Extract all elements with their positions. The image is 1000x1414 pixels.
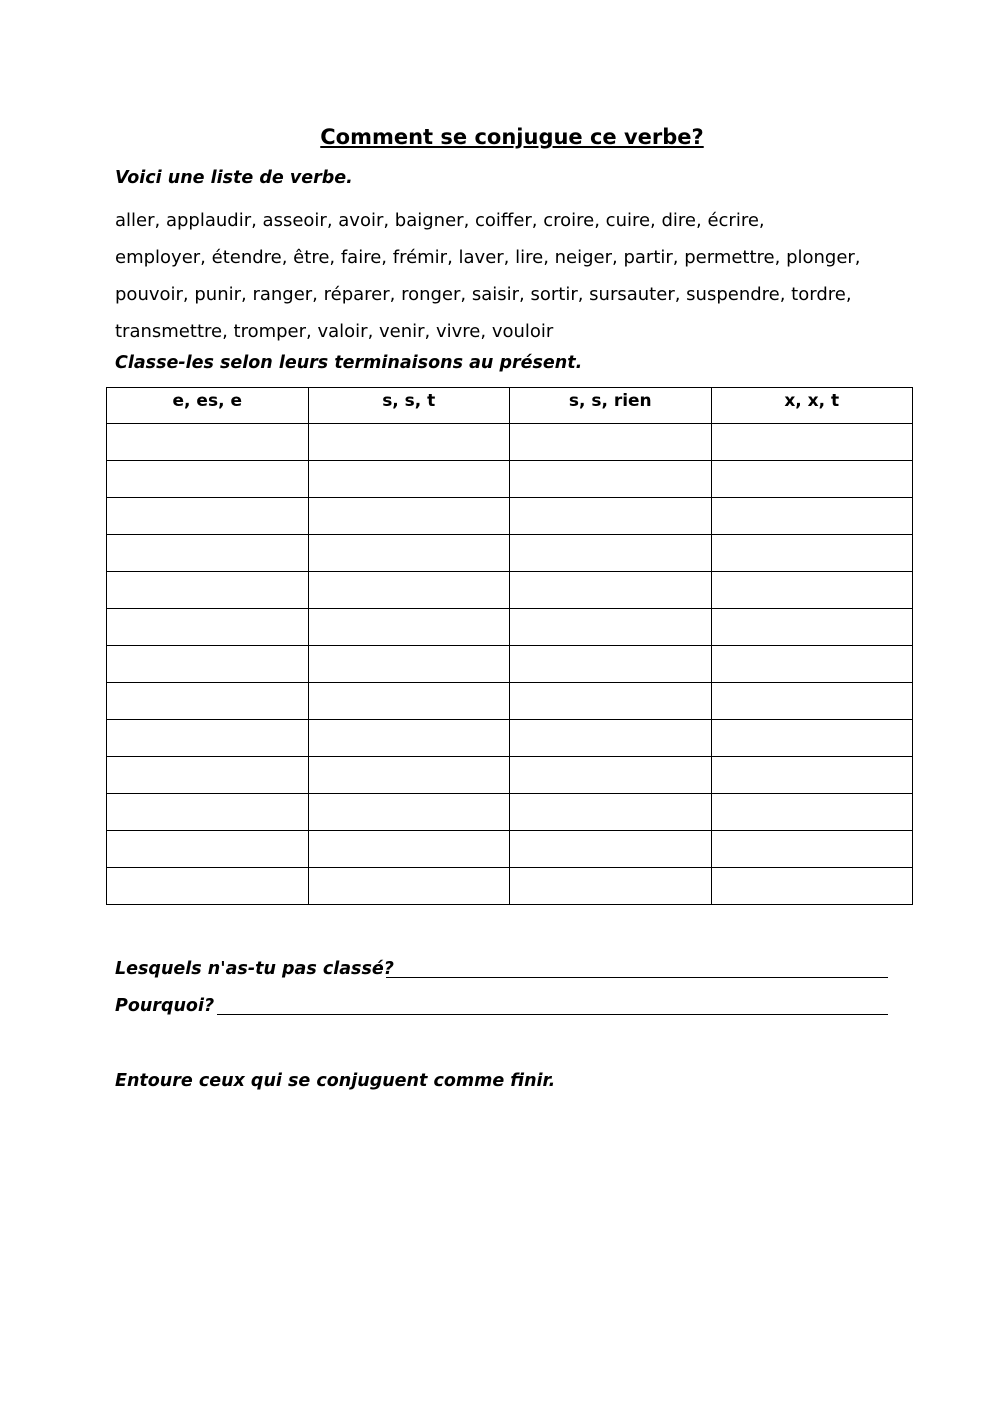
table-cell[interactable] [711, 683, 913, 720]
table-row [107, 498, 913, 535]
table-row [107, 868, 913, 905]
verb-list-line: aller, applaudir, asseoir, avoir, baigner, coiffer, croire, cuire, dire, écrire, [115, 210, 765, 231]
table-row [107, 683, 913, 720]
verb-list-line: transmettre, tromper, valoir, venir, vivre, vouloir [115, 321, 554, 342]
verb-list [115, 202, 915, 350]
table-cell[interactable] [711, 424, 913, 461]
column-header: s, s, rien [510, 388, 712, 424]
table-cell[interactable] [107, 683, 309, 720]
column-header: e, es, e [107, 388, 309, 424]
table-row [107, 572, 913, 609]
table-row [107, 461, 913, 498]
table-cell[interactable] [107, 757, 309, 794]
table-cell[interactable] [510, 683, 712, 720]
table-row [107, 720, 913, 757]
table-cell[interactable] [308, 424, 510, 461]
table-cell[interactable] [510, 424, 712, 461]
table-cell[interactable] [107, 535, 309, 572]
table-cell[interactable] [510, 720, 712, 757]
worksheet-title: Comment se conjugue ce verbe? [320, 125, 704, 149]
table-cell[interactable] [107, 720, 309, 757]
table-cell[interactable] [308, 868, 510, 905]
table-cell[interactable] [510, 572, 712, 609]
table-row [107, 535, 913, 572]
table-cell[interactable] [107, 424, 309, 461]
table-cell[interactable] [510, 498, 712, 535]
table-cell[interactable] [510, 646, 712, 683]
table-cell[interactable] [711, 868, 913, 905]
table-cell[interactable] [711, 461, 913, 498]
table-cell[interactable] [308, 609, 510, 646]
table-row [107, 424, 913, 461]
verb-list-line: pouvoir, punir, ranger, réparer, ronger, saisir, sortir, sursauter, suspendre, tordre, [115, 284, 852, 305]
classification-table [106, 387, 913, 905]
table-cell[interactable] [711, 572, 913, 609]
table-cell[interactable] [308, 572, 510, 609]
table-cell[interactable] [308, 794, 510, 831]
table-cell[interactable] [510, 794, 712, 831]
final-instruction: Entoure ceux qui se conjuguent comme finir. [115, 1071, 556, 1091]
table-cell[interactable] [308, 757, 510, 794]
table-cell[interactable] [711, 794, 913, 831]
table-cell[interactable] [711, 831, 913, 868]
table-cell[interactable] [510, 535, 712, 572]
table-cell[interactable] [308, 498, 510, 535]
table-cell[interactable] [308, 683, 510, 720]
table-row [107, 757, 913, 794]
table-row [107, 609, 913, 646]
table-cell[interactable] [711, 609, 913, 646]
table-cell[interactable] [510, 868, 712, 905]
verb-list-line: employer, étendre, être, faire, frémir, laver, lire, neiger, partir, permettre, plonger, [115, 247, 861, 268]
table-cell[interactable] [308, 720, 510, 757]
table-header-row [107, 388, 913, 424]
table-cell[interactable] [711, 646, 913, 683]
table-cell[interactable] [107, 646, 309, 683]
table-cell[interactable] [107, 794, 309, 831]
intro-instruction: Voici une liste de verbe. [115, 168, 353, 188]
table-cell[interactable] [308, 535, 510, 572]
table-row [107, 831, 913, 868]
table-cell[interactable] [510, 461, 712, 498]
table-cell[interactable] [711, 535, 913, 572]
question-unclassified [115, 957, 394, 981]
table-cell[interactable] [107, 461, 309, 498]
table-row [107, 646, 913, 683]
table-row [107, 794, 913, 831]
table-cell[interactable] [510, 609, 712, 646]
table-cell[interactable] [107, 572, 309, 609]
table-cell[interactable] [711, 498, 913, 535]
answer-line-unclassified[interactable] [386, 977, 888, 978]
column-header: x, x, t [711, 388, 913, 424]
classify-instruction: Classe-les selon leurs terminaisons au présent. [115, 353, 583, 373]
question-unclassified-label: Lesquels n'as-tu pas classé? [115, 959, 394, 979]
table-cell[interactable] [107, 868, 309, 905]
table-cell[interactable] [711, 720, 913, 757]
column-header: s, s, t [308, 388, 510, 424]
table-cell[interactable] [308, 461, 510, 498]
table-cell[interactable] [107, 609, 309, 646]
table-cell[interactable] [510, 831, 712, 868]
table-cell[interactable] [107, 831, 309, 868]
answer-line-why[interactable] [217, 1014, 888, 1015]
table-cell[interactable] [510, 757, 712, 794]
table-cell[interactable] [308, 646, 510, 683]
table-cell[interactable] [308, 831, 510, 868]
table-cell[interactable] [107, 498, 309, 535]
table-body [107, 424, 913, 905]
question-why [115, 994, 214, 1018]
question-why-label: Pourquoi? [115, 996, 215, 1016]
table-cell[interactable] [711, 757, 913, 794]
